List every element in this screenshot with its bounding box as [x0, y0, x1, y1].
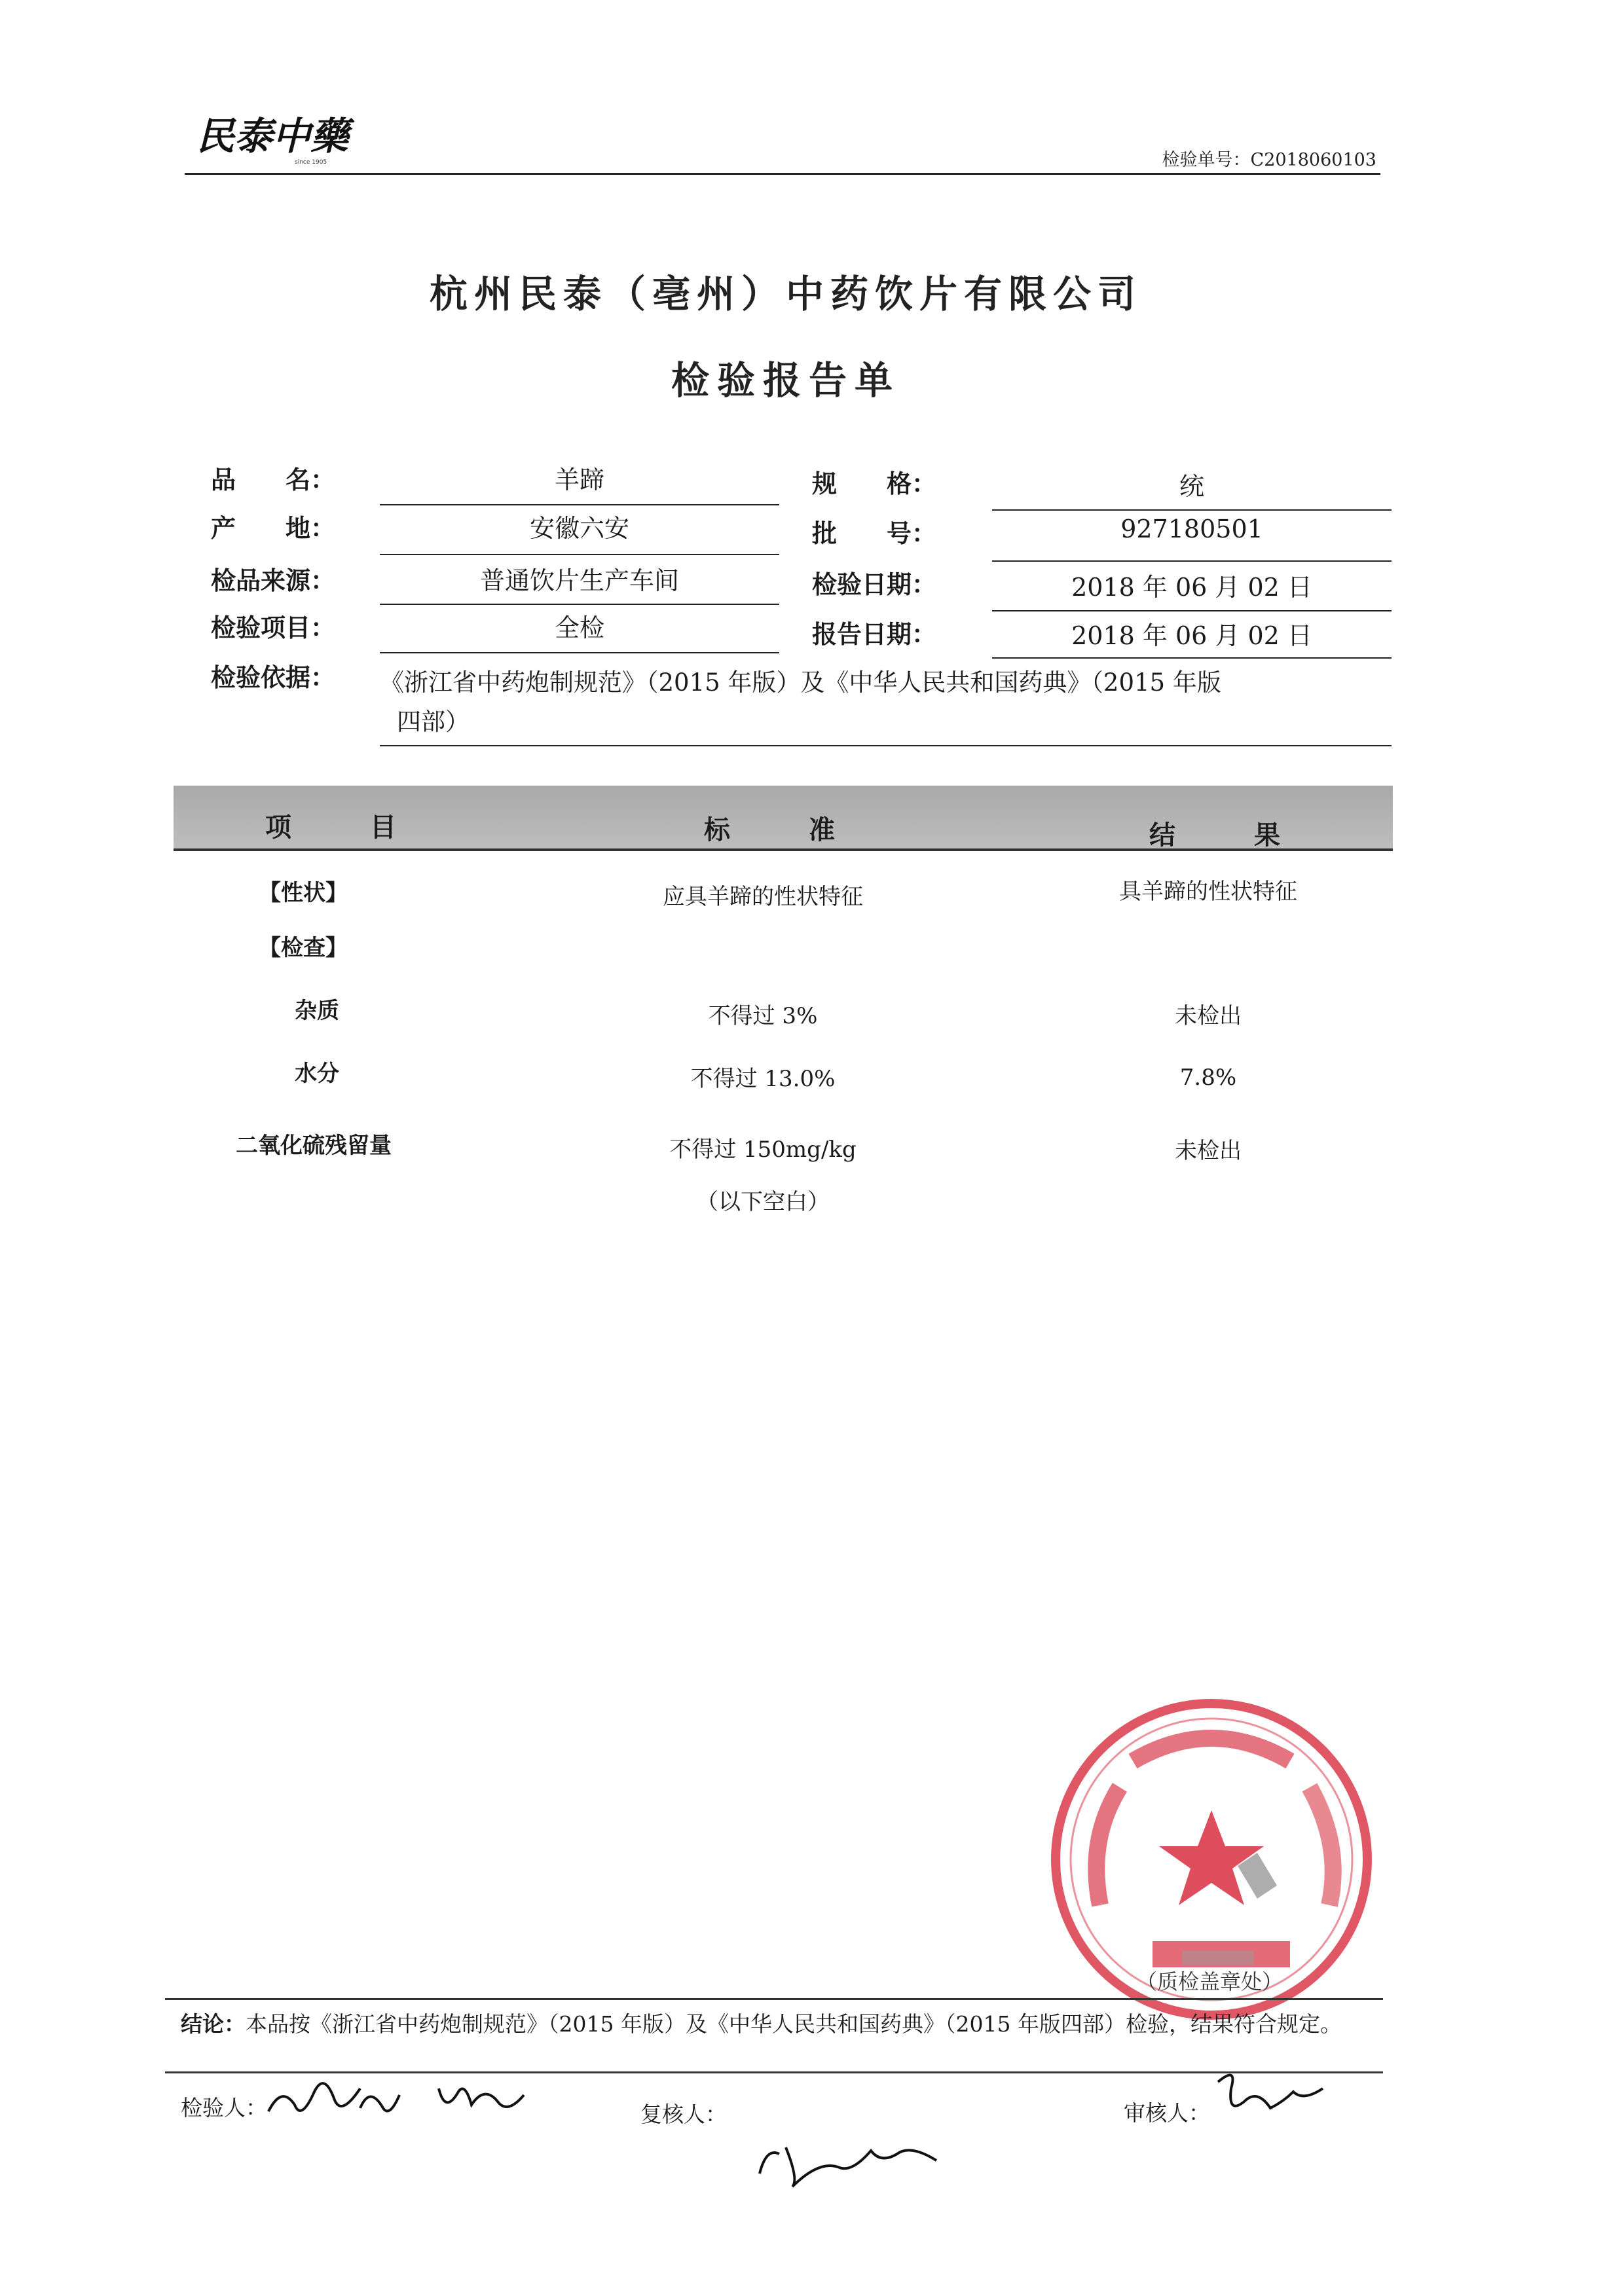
- row-result-moisture: 7.8%: [1179, 1065, 1237, 1091]
- source-underline: [380, 604, 779, 605]
- report-date-underline: [992, 657, 1392, 659]
- inspector-signature: [262, 2075, 537, 2128]
- company-name: 杭州民泰（亳州）中药饮片有限公司: [429, 272, 1142, 316]
- row-result-so2: 未检出: [1175, 1138, 1242, 1164]
- reviewer-signature: [753, 2134, 963, 2193]
- inspector-label: 检验人：: [181, 2095, 267, 2121]
- origin-value: 安徽六安: [529, 514, 629, 543]
- basis-line-1: 《浙江省中药炮制规范》（2015 年版）及《中华人民共和国药典》（2015 年版: [380, 668, 1221, 697]
- product-underline: [380, 504, 779, 505]
- inspect-date-label: 检验日期：: [812, 570, 937, 599]
- batch-value: 927180501: [1120, 515, 1263, 543]
- row-item-appearance: 【性状】: [259, 880, 348, 906]
- header-result: 结 果: [1149, 820, 1306, 850]
- svg-text:民泰中藥: 民泰中藥: [196, 114, 349, 158]
- product-label: 品 名：: [211, 465, 336, 494]
- doc-number-label: 检验单号：: [1162, 150, 1251, 170]
- row-item-inspection: 【检查】: [259, 935, 348, 961]
- row-item-so2: 二氧化硫残留量: [236, 1133, 392, 1159]
- product-value: 羊蹄: [554, 465, 604, 494]
- row-standard-appearance: 应具羊蹄的性状特征: [663, 884, 863, 910]
- basis-underline: [380, 745, 1392, 746]
- blank-note: （以下空白）: [696, 1189, 830, 1215]
- spec-value: 统: [1179, 472, 1204, 501]
- batch-underline: [992, 560, 1392, 562]
- row-item-moisture: 水分: [295, 1061, 339, 1087]
- approver-signature: [1205, 2062, 1336, 2128]
- conclusion: [181, 2009, 1386, 2040]
- source-label: 检品来源：: [211, 566, 336, 595]
- doc-number: [1162, 145, 1376, 171]
- header-item: 项 目: [265, 812, 422, 843]
- report-title: 检验报告单: [671, 358, 900, 403]
- stamp-caption: （质检盖章处）: [1136, 1969, 1283, 1994]
- spec-label: 规 格：: [812, 469, 937, 498]
- spec-underline: [992, 509, 1392, 511]
- results-table-header: [174, 786, 1393, 851]
- conclusion-top-rule: [165, 1998, 1383, 2000]
- row-standard-so2: 不得过 150mg/kg: [669, 1137, 857, 1163]
- doc-number-value: C2018060103: [1250, 150, 1376, 170]
- basis-label: 检验依据：: [211, 663, 336, 692]
- svg-text:since 1905: since 1905: [295, 159, 327, 166]
- row-result-impurities: 未检出: [1175, 1003, 1242, 1029]
- approver-label: 审核人：: [1124, 2100, 1210, 2126]
- row-result-appearance: 具羊蹄的性状特征: [1119, 879, 1297, 905]
- inspect-date-value: 2018 年 06 月 02 日: [1071, 573, 1312, 602]
- report-date-label: 报告日期：: [812, 620, 937, 649]
- row-standard-moisture: 不得过 13.0%: [690, 1066, 836, 1092]
- logo-graphic: [196, 110, 360, 169]
- conclusion-text: 本品按《浙江省中药炮制规范》（2015 年版）及《中华人民共和国药典》（2015 年版四部）检验，结果符合规定。: [246, 2011, 1342, 2037]
- basis-line-2: 四部）: [397, 708, 470, 736]
- inspect-date-underline: [992, 610, 1392, 611]
- source-value: 普通饮片生产车间: [479, 566, 679, 595]
- conclusion-label: 结论：: [181, 2011, 246, 2037]
- header-standard: 标 准: [704, 815, 861, 845]
- conclusion-bottom-rule: [165, 2071, 1383, 2073]
- item-value: 全检: [554, 613, 604, 642]
- origin-underline: [380, 554, 779, 555]
- header-divider: [185, 173, 1380, 175]
- reviewer-label: 复核人：: [640, 2102, 727, 2127]
- report-date-value: 2018 年 06 月 02 日: [1071, 621, 1312, 650]
- origin-label: 产 地：: [211, 514, 336, 543]
- item-underline: [380, 652, 779, 653]
- row-standard-impurities: 不得过 3%: [708, 1003, 818, 1029]
- row-item-impurities: 杂质: [295, 998, 339, 1024]
- company-logo: [196, 110, 360, 169]
- item-label: 检验项目：: [211, 613, 336, 642]
- batch-label: 批 号：: [812, 519, 937, 548]
